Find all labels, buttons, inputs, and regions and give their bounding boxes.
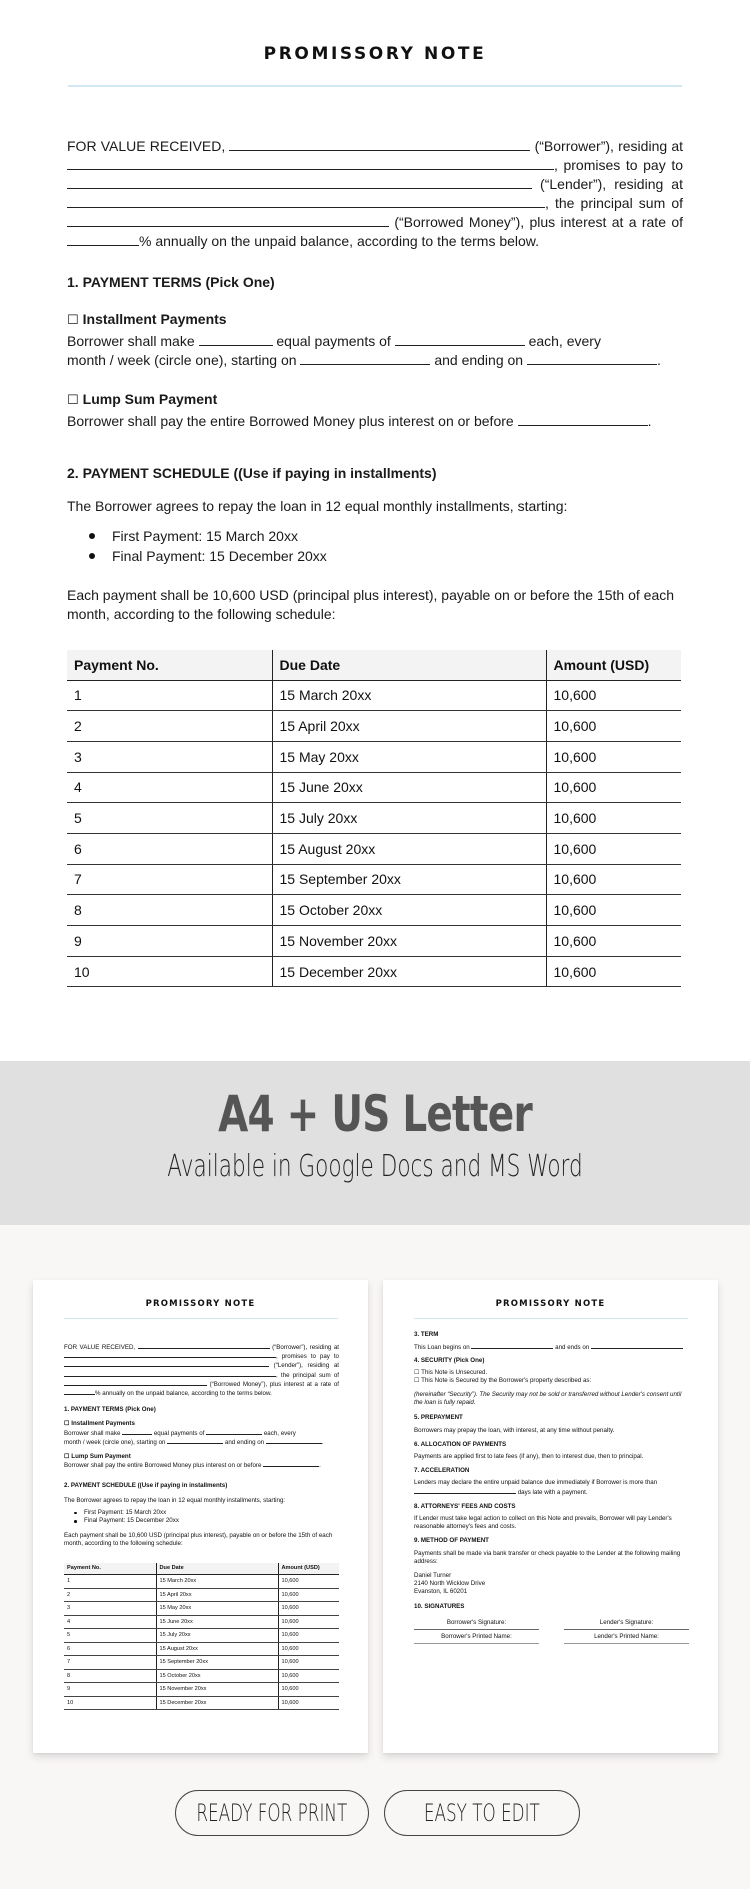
preview-body (414, 1331, 689, 1647)
preview-text: Lump Sum Payment (71, 1453, 131, 1461)
feature-badges (0, 1790, 750, 1836)
intro-text: (“Borrowed Money”), plus interest at a rate of (389, 214, 683, 230)
signature-line (564, 1643, 689, 1644)
lender-address-blank[interactable] (67, 194, 545, 208)
cell-amount: 10,600 (546, 895, 681, 926)
preview-text: FOR VALUE RECEIVED, (64, 1344, 138, 1351)
table-header-row (67, 650, 681, 680)
lump-sum-text: Borrower shall pay the entire Borrowed Money plus interest on or before (67, 413, 518, 429)
cell-amount: 10,600 (546, 956, 681, 987)
cell-amount: 10,600 (546, 680, 681, 711)
cell-due-date: 15 May 20xx (272, 741, 546, 772)
preview-blank (167, 1438, 223, 1444)
schedule-intro: The Borrower agrees to repay the loan in 12 equal monthly installments, starting: (67, 498, 568, 514)
start-date-blank[interactable] (300, 351, 430, 365)
preview-section-1-heading: 1. PAYMENT TERMS (Pick One) (64, 1406, 156, 1414)
address-line: Evanston, IL 60201 (414, 1588, 468, 1596)
security-heading: 4. SECURITY (Pick One) (414, 1357, 485, 1365)
payment-amount-blank[interactable] (395, 332, 525, 346)
cell-amount: 10,600 (546, 864, 681, 895)
section-1-heading: 1. PAYMENT TERMS (Pick One) (67, 274, 275, 290)
preview-text: Payments shall be made via bank transfer or check payable to the Lender at the following mailing address: (414, 1549, 681, 1565)
column-header-payment-no: Payment No. (67, 650, 272, 680)
preview-text: and ends on (553, 1344, 591, 1352)
preview-bullets (74, 1509, 339, 1525)
prepayment-heading: 5. PREPAYMENT (414, 1414, 463, 1422)
preview-title-divider (64, 1318, 338, 1319)
cell-payment-no: 5 (67, 803, 272, 834)
cell-amount: 10,600 (546, 926, 681, 957)
preview-page-2 (383, 1280, 718, 1753)
principal-sum-blank[interactable] (67, 213, 389, 227)
checkbox-icon: ☐ (64, 1453, 70, 1461)
preview-text: This Loan begins on (414, 1344, 472, 1352)
preview-text: Borrower shall pay the entire Borrowed Money plus interest on or before (64, 1462, 264, 1470)
preview-blank (64, 1361, 269, 1367)
badge-label: READY FOR PRINT (196, 1799, 348, 1827)
borrower-signature-block (414, 1619, 539, 1647)
installment-text: each, every (524, 333, 601, 349)
document-body (67, 137, 683, 624)
preview-text: Payments are applied first to late fees (if any), then to interest due, then to principal. (414, 1453, 644, 1461)
preview-th: Amount (USD) (278, 1563, 339, 1575)
preview-text: equal payments of (152, 1429, 207, 1437)
borrower-signature-label: Borrower's Signature: (446, 1618, 507, 1626)
preview-text: , the principal sum of (276, 1371, 339, 1379)
preview-row: 9 15 November 20xx 10,600 (64, 1683, 339, 1697)
preview-blank (122, 1429, 152, 1435)
signature-line (564, 1629, 689, 1630)
installment-label: Installment Payments (82, 311, 227, 327)
preview-row: 5 15 July 20xx 10,600 (64, 1629, 339, 1643)
preview-blank (64, 1371, 276, 1377)
table-row (67, 864, 681, 895)
lender-signature-label: Lender's Signature: (599, 1618, 654, 1626)
preview-blank (64, 1380, 207, 1386)
end-date-blank[interactable] (527, 351, 657, 365)
cell-amount: 10,600 (546, 711, 681, 742)
preview-text: (“Borrowed Money”), plus interest at a rate of (207, 1380, 339, 1388)
cell-due-date: 15 March 20xx (272, 680, 546, 711)
preview-text: each, every (262, 1429, 296, 1437)
column-header-amount: Amount (USD) (546, 650, 681, 680)
lump-sum-option (67, 390, 683, 431)
preview-text: . (319, 1462, 321, 1470)
format-banner (0, 1061, 750, 1225)
preview-section-2-heading: 2. PAYMENT SCHEDULE ((Use if paying in installments) (64, 1482, 228, 1490)
borrower-name-blank[interactable] (229, 137, 530, 151)
signature-line (414, 1643, 539, 1644)
preview-text: and ending on (223, 1438, 266, 1446)
preview-blank (414, 1488, 516, 1494)
section-2-heading: 2. PAYMENT SCHEDULE ((Use if paying in installments) (67, 465, 437, 481)
preview-blank (263, 1461, 321, 1470)
preview-text: Each payment shall be 10,600 USD (principal plus interest), payable on or before the 15th of each month, according to the following schedule: (64, 1532, 333, 1548)
preview-text: This Note is Unsecured. (421, 1368, 488, 1376)
cell-due-date: 15 August 20xx (272, 833, 546, 864)
lump-sum-text: . (647, 413, 652, 429)
intro-text: , the principal sum of (545, 195, 683, 211)
table-row (67, 926, 681, 957)
banner-subtitle: Available in Google Docs and MS Word (167, 1149, 583, 1184)
cell-due-date: 15 April 20xx (272, 711, 546, 742)
installment-text: . (656, 352, 661, 368)
lender-printed-name-label: Lender's Printed Name: (594, 1633, 659, 1641)
cell-payment-no: 9 (67, 926, 272, 957)
bullet-first-payment: First Payment: 15 March 20xx (89, 526, 683, 546)
intro-paragraph (67, 137, 683, 251)
preview-blank (138, 1343, 270, 1349)
bullet-final-payment: Final Payment: 15 December 20xx (89, 546, 683, 566)
preview-text: Borrowers may prepay the loan, with interest, at any time without penalty. (414, 1426, 615, 1434)
preview-row: 3 15 May 20xx 10,600 (64, 1602, 339, 1616)
attorneys-fees-heading: 8. ATTORNEYS' FEES AND COSTS (414, 1502, 516, 1510)
page-preview-area (0, 1225, 750, 1889)
borrower-printed-name-label: Borrower's Printed Name: (441, 1633, 512, 1641)
method-of-payment-heading: 9. METHOD OF PAYMENT (414, 1537, 489, 1545)
cell-payment-no: 8 (67, 895, 272, 926)
preview-text: This Note is Secured by the Borrower's property described as: (421, 1376, 592, 1384)
preview-title: PROMISSORY NOTE (145, 1299, 256, 1309)
preview-row: 1 15 March 20xx 10,600 (64, 1575, 339, 1589)
checkbox-icon: ☐ (414, 1376, 420, 1384)
preview-row: 6 15 August 20xx 10,600 (64, 1642, 339, 1656)
borrower-address-blank[interactable] (67, 156, 554, 170)
preview-text: The Borrower agrees to repay the loan in 12 equal monthly installments, starting: (64, 1496, 286, 1504)
preview-blank (64, 1389, 95, 1395)
preview-text: , promises to pay to (276, 1353, 339, 1361)
cell-payment-no: 3 (67, 741, 272, 772)
preview-row: 4 15 June 20xx 10,600 (64, 1615, 339, 1629)
table-row (67, 833, 681, 864)
preview-title: PROMISSORY NOTE (495, 1299, 606, 1309)
installment-text: equal payments of (272, 333, 395, 349)
preview-text: Installment Payments (71, 1420, 135, 1428)
cell-amount: 10,600 (546, 772, 681, 803)
table-row (67, 711, 681, 742)
cell-payment-no: 6 (67, 833, 272, 864)
cell-amount: 10,600 (546, 741, 681, 772)
installment-text: Borrower shall make (67, 333, 199, 349)
allocation-heading: 6. ALLOCATION OF PAYMENTS (414, 1440, 507, 1448)
preview-text: . (321, 1438, 324, 1446)
column-header-due-date: Due Date (272, 650, 546, 680)
easy-to-edit-badge (384, 1790, 580, 1836)
preview-text: If Lender must take legal action to collect on this Note and prevails, Borrower will pay Lender's reasonable attorney's fees and costs. (414, 1515, 672, 1531)
payment-schedule-table (67, 650, 681, 987)
cell-due-date: 15 October 20xx (272, 895, 546, 926)
preview-title-divider (414, 1318, 688, 1319)
cell-payment-no: 10 (67, 956, 272, 987)
number-of-payments-blank[interactable] (199, 332, 273, 346)
lender-name-blank[interactable] (67, 175, 532, 189)
table-row (67, 803, 681, 834)
preview-row: 10 15 December 20xx 10,600 (64, 1696, 339, 1710)
intro-text: FOR VALUE RECEIVED, (67, 138, 230, 154)
intro-text: (“Borrower”), residing at (530, 138, 683, 154)
preview-row: 7 15 September 20xx 10,600 (64, 1656, 339, 1670)
preview-text: % annually on the unpaid balance, according to the terms below. (95, 1390, 272, 1398)
installment-option (67, 310, 683, 370)
banner-title: A4 + US Letter (218, 1085, 532, 1143)
checkbox-icon: ☐ (64, 1420, 70, 1428)
signature-grid (414, 1619, 689, 1647)
cell-amount: 10,600 (546, 803, 681, 834)
signatures-heading: 10. SIGNATURES (414, 1602, 465, 1610)
checkbox-icon[interactable]: ☐ (67, 393, 79, 408)
table-row (67, 956, 681, 987)
document-title: PROMISSORY NOTE (263, 44, 487, 64)
installment-text: month / week (circle one), starting on (67, 352, 301, 368)
mailing-address (414, 1572, 689, 1597)
preview-row: 8 15 October 20xx 10,600 (64, 1669, 339, 1683)
cell-payment-no: 1 (67, 680, 272, 711)
address-line: 2140 North Wicklow Drive (414, 1580, 486, 1588)
interest-rate-blank[interactable] (67, 232, 139, 246)
preview-text: days late with a payment. (516, 1488, 588, 1496)
cell-payment-no: 4 (67, 772, 272, 803)
ready-for-print-badge (175, 1790, 369, 1836)
cell-payment-no: 7 (67, 864, 272, 895)
table-row (67, 680, 681, 711)
preview-table (64, 1563, 339, 1711)
table-row (67, 741, 681, 772)
checkbox-icon[interactable]: ☐ (67, 313, 79, 328)
intro-text: (“Lender”), residing at (532, 176, 683, 192)
cell-payment-no: 2 (67, 711, 272, 742)
security-note: (hereinafter “Security”). The Security may not be sold or transferred without Lender's consent until the loan is fully repaid. (414, 1391, 682, 1407)
title-divider (68, 85, 682, 87)
intro-text: % annually on the unpaid balance, according to the terms below. (139, 233, 540, 249)
preview-th: Due Date (156, 1563, 278, 1575)
cell-due-date: 15 September 20xx (272, 864, 546, 895)
preview-blank (206, 1429, 262, 1435)
signature-line (414, 1629, 539, 1630)
preview-body (64, 1343, 339, 1710)
cell-due-date: 15 June 20xx (272, 772, 546, 803)
preview-text: month / week (circle one), starting on (64, 1438, 168, 1446)
cell-due-date: 15 November 20xx (272, 926, 546, 957)
intro-text: , promises to pay to (554, 157, 683, 173)
lump-sum-date-blank[interactable] (518, 412, 648, 426)
preview-row: 2 15 April 20xx 10,600 (64, 1588, 339, 1602)
cell-amount: 10,600 (546, 833, 681, 864)
address-line: Daniel Turner (414, 1572, 452, 1580)
preview-bullet: Final Payment: 15 December 20xx (74, 1517, 339, 1525)
preview-text: Borrower shall make (64, 1429, 123, 1437)
preview-blank (266, 1438, 322, 1444)
preview-blank (471, 1343, 553, 1349)
schedule-paragraph: Each payment shall be 10,600 USD (principal plus interest), payable on or before the 15th of each month, according to the following schedule: (67, 587, 675, 622)
lender-signature-block (564, 1619, 689, 1647)
badge-label: EASY TO EDIT (424, 1799, 540, 1827)
checkbox-icon: ☐ (414, 1368, 420, 1376)
preview-text: Lenders may declare the entire unpaid balance due immediately if Borrower is more than (414, 1479, 658, 1487)
term-heading: 3. TERM (414, 1331, 439, 1338)
preview-page-1 (33, 1280, 368, 1753)
installment-text: and ending on (430, 352, 527, 368)
preview-blank (591, 1343, 683, 1349)
cell-due-date: 15 December 20xx (272, 956, 546, 987)
preview-blank (64, 1352, 276, 1358)
cell-due-date: 15 July 20xx (272, 803, 546, 834)
preview-text: (“Lender”), residing at (269, 1362, 339, 1370)
preview-bullet: First Payment: 15 March 20xx (74, 1509, 339, 1517)
table-row (67, 895, 681, 926)
table-row (67, 772, 681, 803)
acceleration-heading: 7. ACCELERATION (414, 1467, 470, 1475)
preview-th: Payment No. (64, 1563, 156, 1575)
preview-text: (“Borrower”), residing at (269, 1344, 339, 1351)
lump-sum-label: Lump Sum Payment (82, 391, 218, 407)
payment-bullets (89, 526, 683, 566)
